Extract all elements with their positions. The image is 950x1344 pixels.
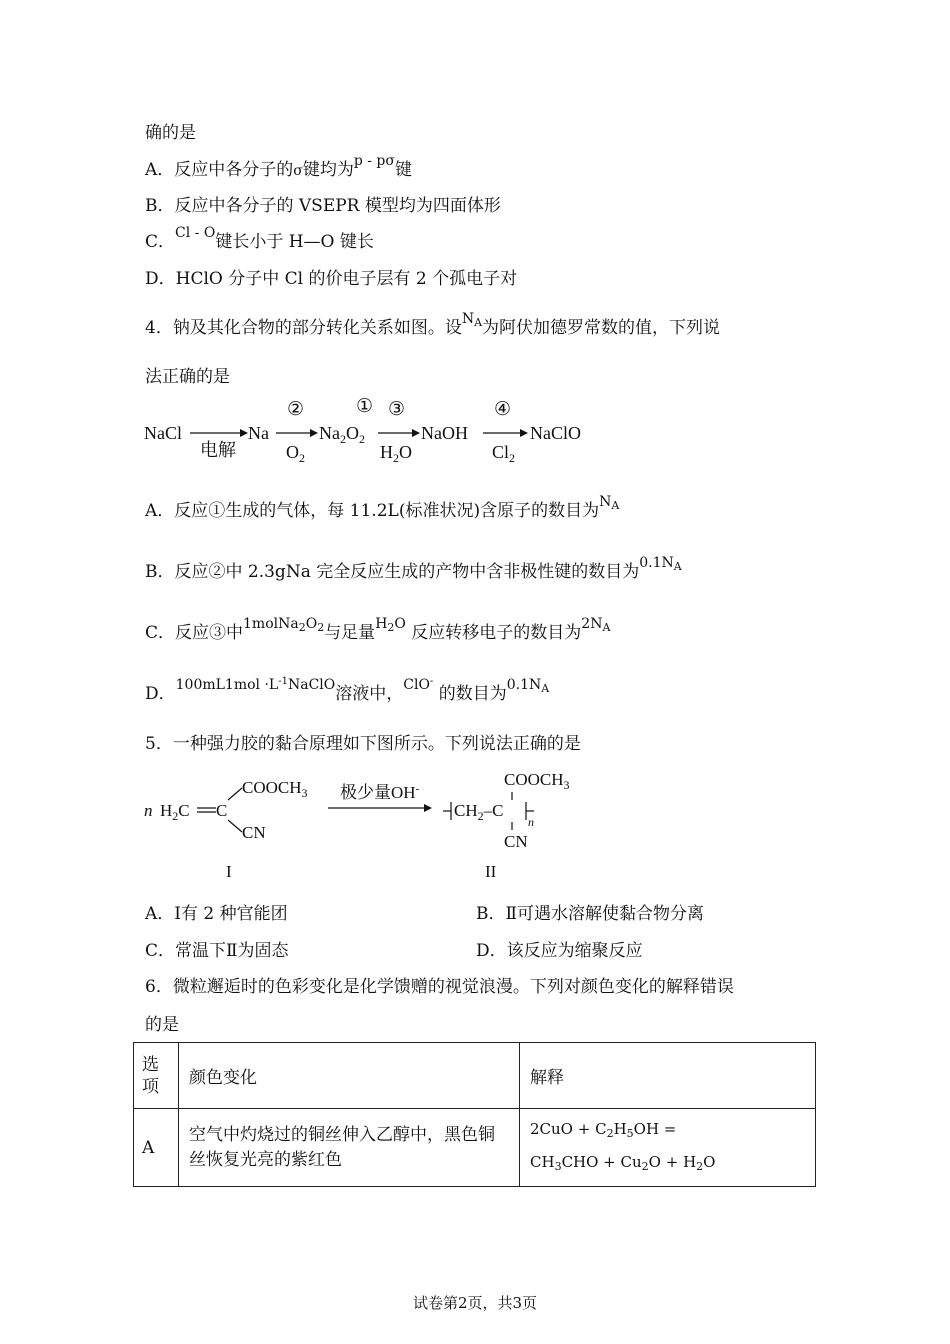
q3-option-d: D．HClO 分子中 Cl 的价电子层有 2 个孤电子对 xyxy=(145,269,518,289)
q5-option-b: B．Ⅱ可遇水溶解使黏合物分离 xyxy=(476,904,705,924)
species-nacl: NaCl xyxy=(144,423,182,443)
nitrile-group-2: CN xyxy=(504,832,528,851)
cond-o2: $O_2$ xyxy=(286,442,305,465)
q3-option-b: B．反应中各分子的 VSEPR 模型均为四面体形 xyxy=(145,196,501,216)
q4-option-b: B．反应②中 2.3gNa 完全反应生成的产物中含非极性键的数目为$^{0.1N_A}$ xyxy=(145,555,682,582)
q4-reaction-scheme xyxy=(140,398,600,468)
vinyl-carbon: C xyxy=(216,801,228,820)
question-fragment xyxy=(145,118,196,143)
table-header-row xyxy=(134,1043,816,1109)
header-explanation: 解释 xyxy=(520,1043,816,1109)
polymer-ch2: $CH_2-C$ xyxy=(454,801,504,823)
ester-group-2: $COOCH_3$ xyxy=(504,770,570,792)
q3-option-a: A．反应中各分子的σ键均为$^{p - p\sigma}$键 xyxy=(145,153,412,180)
species-naclo: NaClO xyxy=(530,423,581,443)
q5-polymerization-scheme xyxy=(140,762,610,884)
step-1-label: ① xyxy=(356,398,374,417)
text: 确的是 xyxy=(145,123,196,143)
step-3-label: ③ xyxy=(388,399,406,420)
cond-h2o: $H_2O$ xyxy=(380,442,412,465)
q6-stem-line2: 的是 xyxy=(145,1015,179,1035)
reagent: 极少量OH- xyxy=(340,783,420,802)
step-2-label: ② xyxy=(287,399,305,420)
q5-option-a: A．Ⅰ有 2 种官能团 xyxy=(145,904,288,924)
q4-stem-line2: 法正确的是 xyxy=(145,367,230,387)
q5-option-c: C．常温下Ⅱ为固态 xyxy=(145,941,289,961)
q4-option-c: C．反应③中$^{1molNa_2O_2}$与足量$^{H_2O}$ 反应转移电子的数目为$^{2N_A}$ xyxy=(145,616,611,643)
header-option: 选项 xyxy=(134,1043,179,1109)
species-na: Na xyxy=(248,423,269,443)
q5-stem: 5．一种强力胶的黏合原理如下图所示。下列说法正确的是 xyxy=(145,734,581,754)
species-naoh: NaOH xyxy=(421,423,468,443)
page-footer: 试卷第2页，共3页 xyxy=(412,1294,538,1312)
q4-option-a: A．反应①生成的气体，每 11.2L(标准状况)含原子的数目为$^{N_A}$ xyxy=(145,494,620,521)
cell-option: A xyxy=(134,1109,179,1187)
h2c-group: $H_2C$ xyxy=(160,801,190,823)
cell-explanation: $2CuO + C_2H_5OH$ = $CH_3CHO + Cu_2O + H_2O$ xyxy=(520,1109,816,1187)
header-color-change: 颜色变化 xyxy=(179,1043,520,1109)
svg-text:n: n xyxy=(144,801,153,820)
label-II: II xyxy=(485,862,497,881)
q3-option-c: C．$^{Cl - O}$键长小于 H—O 键长 xyxy=(145,225,374,252)
q4-option-d: D．$^{100mL1mol \cdot L^{-1}NaClO}$溶液中，$^{ClO^-}$ 的数目为$^{0.1N_A}$ xyxy=(145,676,550,704)
q4-stem-line1: 4．钠及其化合物的部分转化关系如图。设$^{N_A}$为阿伏加德罗常数的值，下列说 xyxy=(145,311,721,338)
cell-color-change: 空气中灼烧过的铜丝伸入乙醇中，黑色铜丝恢复光亮的紫红色 xyxy=(179,1109,520,1187)
cond-cl2: $Cl_2$ xyxy=(492,442,516,465)
nitrile-group-1: CN xyxy=(242,823,266,842)
q6-stem-line1: 6．微粒邂逅时的色彩变化是化学馈赠的视觉浪漫。下列对颜色变化的解释错误 xyxy=(145,977,734,997)
step-4-label: ④ xyxy=(494,399,512,420)
species-na2o2: $Na_2O_2$ xyxy=(319,423,365,446)
ester-group-1: $COOCH_3$ xyxy=(242,778,308,800)
label-I: I xyxy=(226,862,232,881)
q5-option-d: D．该反应为缩聚反应 xyxy=(476,941,643,961)
cond-electrolysis: 电解 xyxy=(200,440,236,460)
table-row xyxy=(134,1109,816,1187)
q6-table xyxy=(133,1042,816,1187)
svg-text:n: n xyxy=(528,815,534,829)
